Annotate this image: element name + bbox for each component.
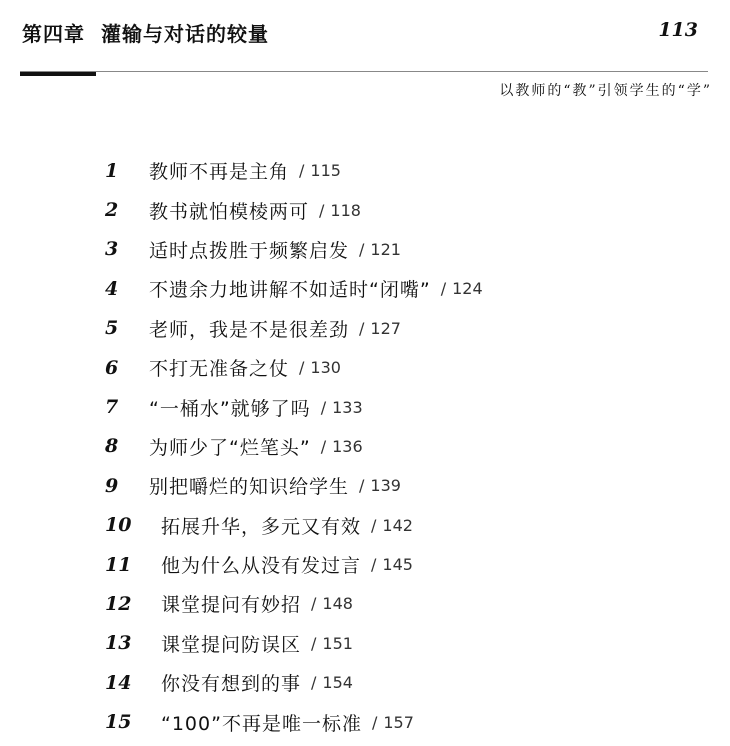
toc-entry-number: 13 — [105, 632, 132, 655]
header-divider — [20, 71, 708, 72]
toc-entry-number: 11 — [105, 553, 132, 576]
toc-entry-separator: / — [371, 555, 377, 575]
toc-entry-page: 127 — [370, 318, 401, 338]
toc-entry-page: 130 — [310, 358, 341, 378]
toc-entry-title: 拓展升华，多元又有效 — [161, 515, 362, 538]
toc-entry[interactable] — [105, 348, 705, 387]
toc-entry-page: 157 — [383, 712, 414, 732]
toc-entry-page: 145 — [382, 555, 413, 575]
toc-entry-separator: / — [440, 279, 447, 299]
toc-entry-title: 适时点拨胜于频繁启发 — [149, 239, 350, 262]
toc-entry-separator: / — [320, 397, 327, 417]
header-accent-bar — [20, 72, 96, 76]
toc-entry-number: 10 — [105, 514, 132, 537]
toc-entry-page: 133 — [332, 397, 363, 417]
chapter-label: 第四章 — [22, 22, 85, 46]
toc-entry-title: 不遗余力地讲解不如适时“闭嘴” — [149, 279, 431, 302]
toc-entry-page: 118 — [330, 200, 361, 220]
toc-entry[interactable] — [105, 545, 705, 584]
toc-entry-title: “100”不再是唯一标准 — [161, 712, 362, 735]
toc-entry-title: 教师不再是主角 — [149, 161, 290, 184]
toc-entry-page: 154 — [322, 673, 353, 693]
toc-entry-number: 8 — [105, 435, 119, 458]
toc-entry-separator: / — [359, 476, 365, 496]
toc-entry-title: 为师少了“烂笔头” — [149, 436, 311, 459]
chapter-name: 灌输与对话的较量 — [101, 22, 269, 46]
toc-entry-separator: / — [299, 358, 305, 378]
toc-entry-separator: / — [359, 318, 365, 338]
toc-entry-separator: / — [311, 673, 317, 693]
chapter-title — [22, 18, 269, 47]
toc-entry-number: 6 — [105, 356, 119, 379]
toc-entry-number: 9 — [105, 474, 119, 497]
toc-entry-number: 7 — [105, 396, 119, 419]
toc-entry-separator: / — [371, 515, 377, 535]
toc-entry[interactable] — [105, 309, 705, 348]
toc-entry-title: 他为什么从没有发过言 — [161, 555, 362, 578]
toc-entry[interactable] — [105, 387, 705, 426]
toc-entry-title: 课堂提问防误区 — [161, 633, 302, 656]
toc-entry-page: 121 — [370, 239, 401, 259]
toc-entry-separator: / — [311, 633, 317, 653]
toc-entry-number: 4 — [105, 277, 119, 300]
toc-entry-page: 148 — [322, 594, 353, 614]
toc-entry-separator: / — [320, 436, 327, 456]
toc-entry[interactable] — [105, 506, 705, 545]
toc-entry-number: 5 — [105, 317, 119, 340]
toc-entry-page: 136 — [332, 436, 363, 456]
toc-entry-separator: / — [299, 161, 305, 181]
page-number: 113 — [658, 19, 698, 41]
toc-entry-title: 老师，我是不是很差劲 — [149, 318, 350, 341]
toc-entry[interactable] — [105, 427, 705, 466]
toc-entry-title: 别把嚼烂的知识给学生 — [149, 476, 350, 499]
chapter-header — [22, 18, 712, 52]
toc-entry-separator: / — [359, 239, 365, 259]
toc-entry-page: 115 — [310, 161, 341, 181]
toc-entry-number: 3 — [105, 238, 119, 261]
toc-entry-title: 教书就怕模棱两可 — [149, 200, 310, 223]
toc-entry-separator: / — [371, 712, 378, 732]
toc-entry[interactable] — [105, 190, 705, 229]
toc-entry[interactable] — [105, 269, 705, 308]
toc-entry-number: 2 — [105, 199, 119, 222]
table-of-contents — [105, 151, 705, 742]
toc-entry-page: 124 — [452, 279, 483, 299]
toc-entry-title: “一桶水”就够了吗 — [149, 397, 311, 420]
toc-entry[interactable] — [105, 151, 705, 190]
toc-entry[interactable] — [105, 230, 705, 269]
toc-entry-title: 课堂提问有妙招 — [161, 594, 302, 617]
toc-entry-separator: / — [319, 200, 325, 220]
toc-entry-title: 不打无准备之仗 — [149, 358, 290, 381]
toc-entry[interactable] — [105, 584, 705, 623]
toc-entry-title: 你没有想到的事 — [161, 673, 302, 696]
toc-entry-number: 14 — [105, 671, 132, 694]
toc-entry-page: 142 — [382, 515, 413, 535]
toc-entry-number: 15 — [105, 711, 132, 734]
toc-entry[interactable] — [105, 466, 705, 505]
toc-entry-page: 151 — [322, 633, 353, 653]
toc-entry-separator: / — [311, 594, 317, 614]
section-subtitle: 以教师的“教”引领学生的“学” — [499, 83, 712, 99]
toc-entry-number: 1 — [105, 159, 119, 182]
toc-entry[interactable] — [105, 663, 705, 702]
toc-entry-number: 12 — [105, 592, 132, 615]
toc-entry-page: 139 — [370, 476, 401, 496]
toc-entry[interactable] — [105, 702, 705, 741]
toc-entry[interactable] — [105, 624, 705, 663]
